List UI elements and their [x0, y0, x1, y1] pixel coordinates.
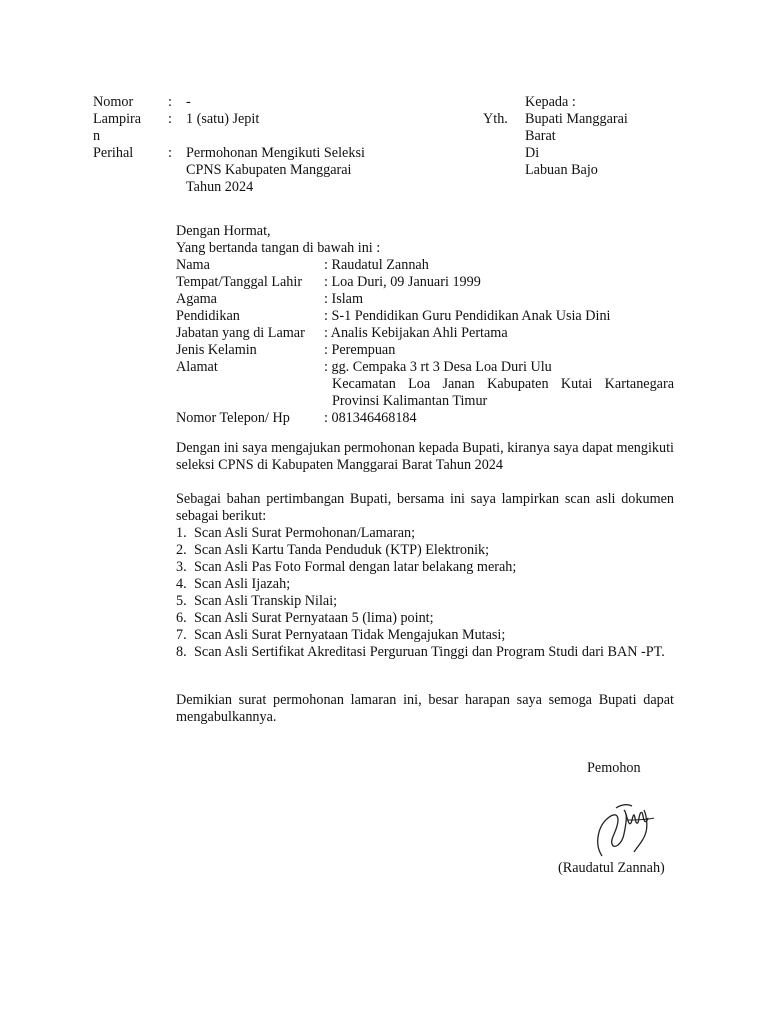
- document-text: Scan Asli Surat Pernyataan 5 (lima) point;: [194, 610, 434, 626]
- identity-value-continued: Kecamatan Loa Janan Kabupaten Kutai Kartanegara Provinsi Kalimantan Timur: [332, 376, 674, 409]
- identity-key: Jenis Kelamin: [176, 342, 257, 358]
- identity-key: Nomor Telepon/ Hp: [176, 410, 290, 426]
- document-number: 5.: [176, 593, 187, 609]
- document-number: 8.: [176, 644, 187, 660]
- identity-value: : Raudatul Zannah: [324, 257, 429, 273]
- identity-value-wrap: [324, 274, 674, 291]
- identity-value: : S-1 Pendidikan Guru Pendidikan Anak Usia Dini: [324, 308, 611, 324]
- identity-key: Alamat: [176, 359, 218, 375]
- identity-key: Pendidikan: [176, 308, 240, 324]
- document-item: [176, 525, 674, 542]
- identity-row: [176, 410, 674, 427]
- document-text: Scan Asli Surat Permohonan/Lamaran;: [194, 525, 416, 541]
- identity-value: : Loa Duri, 09 Januari 1999: [324, 274, 481, 290]
- documents-list: [176, 525, 674, 661]
- identity-value-wrap: [324, 308, 674, 325]
- document-number: 3.: [176, 559, 187, 575]
- identity-row: [176, 274, 674, 291]
- greeting: Dengan Hormat,: [176, 223, 271, 239]
- document-item: [176, 559, 674, 576]
- letter-body-identity: [176, 223, 674, 427]
- recipient-name: Bupati Manggarai Barat: [525, 111, 628, 144]
- identity-key: Jabatan yang di Lamar: [176, 325, 305, 341]
- identity-row: [176, 257, 674, 274]
- identity-value: : Islam: [324, 291, 364, 307]
- identity-row: [176, 291, 674, 308]
- identity-key: Nama: [176, 257, 210, 273]
- nomor-colon: :: [168, 94, 172, 110]
- perihal-colon: :: [168, 145, 172, 161]
- document-number: 4.: [176, 576, 187, 592]
- attachments-section: [176, 491, 674, 661]
- request-paragraph: Dengan ini saya mengajukan permohonan kepada Bupati, kiranya saya dapat mengikuti seleksi CPNS di Kabupaten Manggarai Barat Tahun 2024: [176, 440, 674, 473]
- identity-key: Tempat/Tanggal Lahir: [176, 274, 303, 290]
- identity-value-wrap: [324, 342, 674, 359]
- signature-icon: [588, 800, 658, 867]
- identity-value-wrap: [324, 291, 674, 308]
- identity-value: : Perempuan: [324, 342, 396, 358]
- identity-row: [176, 325, 674, 342]
- document-item: [176, 542, 674, 559]
- document-item: [176, 610, 674, 627]
- document-text: Scan Asli Pas Foto Formal dengan latar belakang merah;: [194, 559, 517, 575]
- lampiran-label: Lampira n: [93, 111, 142, 144]
- document-number: 6.: [176, 610, 187, 626]
- identity-row: [176, 308, 674, 325]
- document-text: Scan Asli Ijazah;: [194, 576, 291, 592]
- recipient-kepada: Kepada :: [525, 94, 576, 110]
- perihal-label: Perihal: [93, 145, 134, 161]
- identity-value-wrap: [324, 359, 674, 410]
- document-text: Scan Asli Sertifikat Akreditasi Perguruan Tinggi dan Program Studi dari BAN -PT.: [194, 644, 665, 660]
- attachments-intro: Sebagai bahan pertimbangan Bupati, bersama ini saya lampirkan scan asli dokumen sebagai berikut:: [176, 491, 674, 524]
- identity-value-wrap: [324, 325, 674, 342]
- document-text: Scan Asli Kartu Tanda Penduduk (KTP) Elektronik;: [194, 542, 490, 558]
- document-number: 1.: [176, 525, 187, 541]
- identity-value: : Analis Kebijakan Ahli Pertama: [324, 325, 508, 341]
- identity-value-wrap: [324, 410, 674, 427]
- recipient-yth: Yth.: [483, 111, 508, 127]
- signature-label: Pemohon: [587, 760, 641, 776]
- document-item: [176, 644, 674, 661]
- identity-table: [176, 257, 674, 427]
- lampiran-value: 1 (satu) Jepit: [186, 111, 260, 127]
- identity-row: [176, 359, 674, 410]
- perihal-value: Permohonan Mengikuti Seleksi CPNS Kabupaten Manggarai Tahun 2024: [186, 145, 365, 195]
- lampiran-colon: :: [168, 111, 172, 127]
- nomor-value: -: [186, 94, 191, 110]
- document-item: [176, 627, 674, 644]
- intro-line: Yang bertanda tangan di bawah ini :: [176, 240, 381, 256]
- identity-key: Agama: [176, 291, 217, 307]
- document-number: 7.: [176, 627, 187, 643]
- document-number: 2.: [176, 542, 187, 558]
- recipient-di: Di: [525, 145, 540, 161]
- document-text: Scan Asli Surat Pernyataan Tidak Mengajukan Mutasi;: [194, 627, 506, 643]
- recipient-place: Labuan Bajo: [525, 162, 598, 178]
- identity-value: : 081346468184: [324, 410, 417, 426]
- document-item: [176, 576, 674, 593]
- signature-name: (Raudatul Zannah): [558, 860, 665, 876]
- identity-value-wrap: [324, 257, 674, 274]
- document-item: [176, 593, 674, 610]
- closing-paragraph: Demikian surat permohonan lamaran ini, besar harapan saya semoga Bupati dapat mengabulkannya.: [176, 692, 674, 725]
- nomor-label: Nomor: [93, 94, 134, 110]
- recipient-block: [525, 94, 665, 179]
- document-text: Scan Asli Transkip Nilai;: [194, 593, 338, 609]
- identity-row: [176, 342, 674, 359]
- identity-value: : gg. Cempaka 3 rt 3 Desa Loa Duri Ulu: [324, 359, 552, 375]
